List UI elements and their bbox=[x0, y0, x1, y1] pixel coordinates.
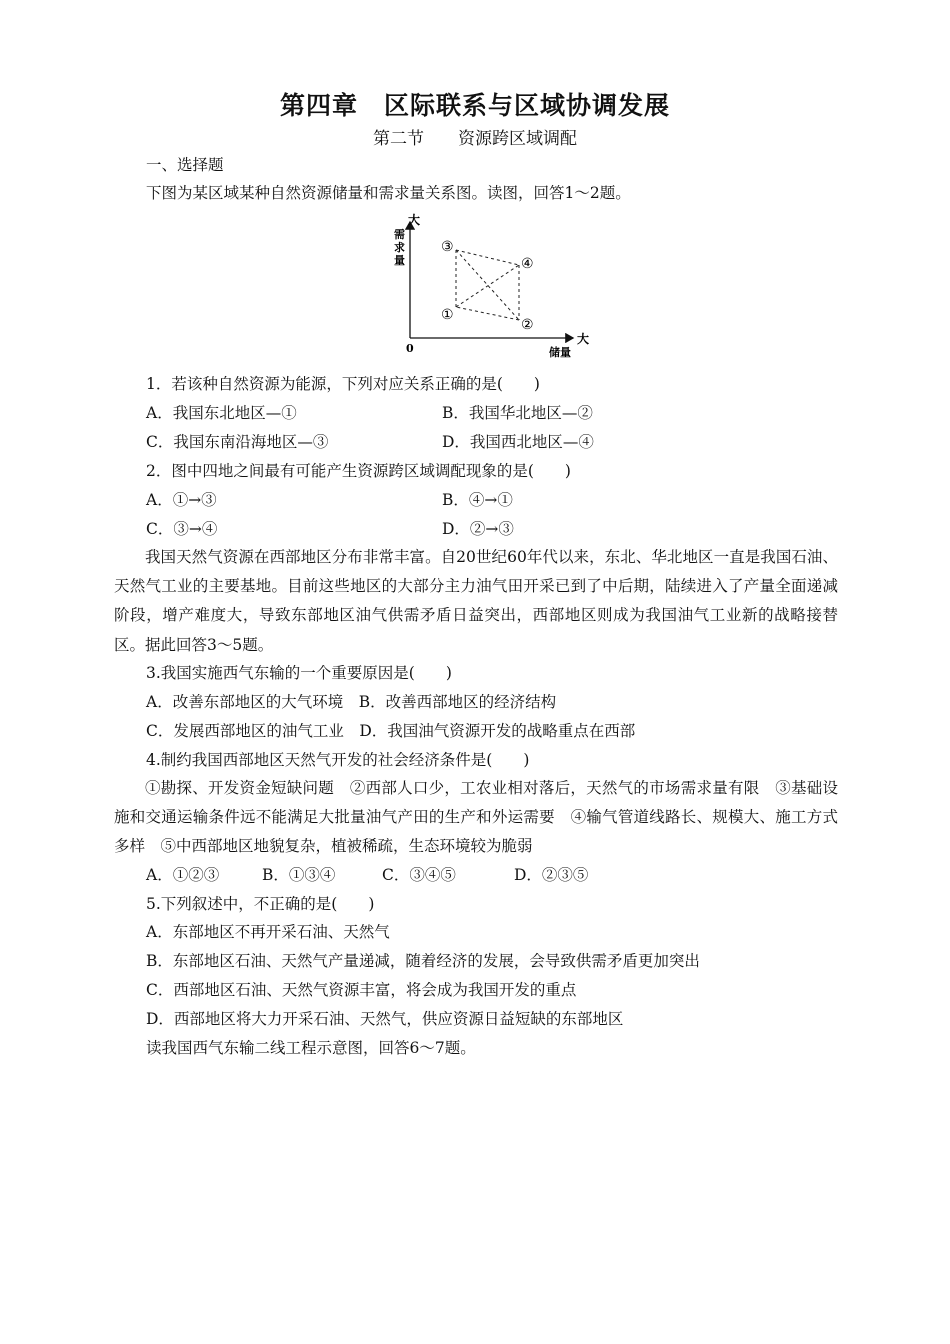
origin-label: 0 bbox=[406, 342, 414, 355]
q2-stem: 2．图中四地之间最有可能产生资源跨区域调配现象的是( ) bbox=[146, 462, 571, 480]
q2-option-b[interactable]: B．④→① bbox=[442, 491, 513, 509]
q2-option-c[interactable]: C．③→④ bbox=[146, 520, 218, 538]
y-axis-label-1: 需 bbox=[394, 228, 405, 241]
q5-option-d[interactable]: D．西部地区将大力开采石油、天然气，供应资源日益短缺的东部地区 bbox=[146, 1010, 624, 1028]
y-axis-label-3: 量 bbox=[394, 254, 405, 267]
q5-option-b[interactable]: B．东部地区石油、天然气产量递减，随着经济的发展，会导致供需矛盾更加突出 bbox=[146, 952, 700, 970]
q1-option-c[interactable]: C．我国东南沿海地区—③ bbox=[146, 433, 329, 451]
q3-stem: 3.我国实施西气东输的一个重要原因是( ) bbox=[146, 664, 452, 682]
q4-option-c[interactable]: C．③④⑤ bbox=[382, 866, 456, 884]
question-type-heading: 一、选择题 bbox=[146, 156, 224, 174]
q4-option-b[interactable]: B．①③④ bbox=[262, 866, 336, 884]
intro-q1-2: 下图为某区域某种自然资源储量和需求量关系图。读图，回答1～2题。 bbox=[146, 184, 631, 202]
q1-option-a[interactable]: A．我国东北地区—① bbox=[146, 404, 297, 422]
reserve-demand-figure bbox=[385, 210, 595, 362]
q5-stem: 5.下列叙述中，不正确的是( ) bbox=[146, 895, 375, 913]
y-axis-max: 大 bbox=[408, 213, 421, 227]
q4-stem: 4.制约我国西部地区天然气开发的社会经济条件是( ) bbox=[146, 751, 530, 769]
x-axis-label: 储量 bbox=[549, 346, 571, 359]
point-label-1: ① bbox=[441, 307, 454, 323]
q4-statements: ①勘探、开发资金短缺问题 ②西部人口少，工农业相对落后，天然气的市场需求量有限 ③基础设施和交通运输条件远不能满足大批量油气产田的生产和外运需要 ④输气管道线路长、规模大、施工方式多样 ⑤中西部地区地貌复杂，植被稀疏，生态环境较为脆弱 bbox=[114, 779, 838, 856]
q1-stem: 1．若该种自然资源为能源，下列对应关系正确的是( ) bbox=[146, 375, 540, 393]
q3-options-ab[interactable]: A．改善东部地区的大气环境 B．改善西部地区的经济结构 bbox=[146, 693, 557, 711]
y-axis-label-2: 求 bbox=[394, 241, 405, 254]
point-label-2: ② bbox=[521, 317, 534, 333]
connection-lines bbox=[456, 250, 519, 320]
q3-options-cd[interactable]: C．发展西部地区的油气工业 D．我国油气资源开发的战略重点在西部 bbox=[146, 722, 636, 740]
point-label-4: ④ bbox=[521, 256, 534, 272]
q2-option-a[interactable]: A．①→③ bbox=[146, 491, 217, 509]
reading-passage: 我国天然气资源在西部地区分布非常丰富。自20世纪60年代以来，东北、华北地区一直是我国石油、天然气工业的主要基地。目前这些地区的大部分主力油气田开采已到了中后期，陆续进入了产量全面递减阶段，增产难度大，导致东部地区油气供需矛盾日益突出，西部地区则成为我国油气工业新的战略接替区。据此回答3～5题。 bbox=[114, 548, 838, 654]
q1-option-d[interactable]: D．我国西北地区—④ bbox=[442, 433, 594, 451]
intro-q6-7: 读我国西气东输二线工程示意图，回答6～7题。 bbox=[146, 1039, 476, 1057]
q1-option-b[interactable]: B．我国华北地区—② bbox=[442, 404, 593, 422]
section-subtitle: 第二节 资源跨区域调配 bbox=[373, 129, 577, 149]
q4-option-d[interactable]: D．②③⑤ bbox=[514, 866, 589, 884]
q5-option-a[interactable]: A．东部地区不再开采石油、天然气 bbox=[146, 923, 390, 941]
point-label-3: ③ bbox=[441, 239, 454, 255]
q2-option-d[interactable]: D．②→③ bbox=[442, 520, 514, 538]
q5-option-c[interactable]: C．西部地区石油、天然气资源丰富，将会成为我国开发的重点 bbox=[146, 981, 577, 999]
q4-option-a[interactable]: A．①②③ bbox=[146, 866, 220, 884]
x-axis-max: 大 bbox=[577, 332, 590, 346]
chapter-title: 第四章 区际联系与区域协调发展 bbox=[279, 91, 670, 120]
